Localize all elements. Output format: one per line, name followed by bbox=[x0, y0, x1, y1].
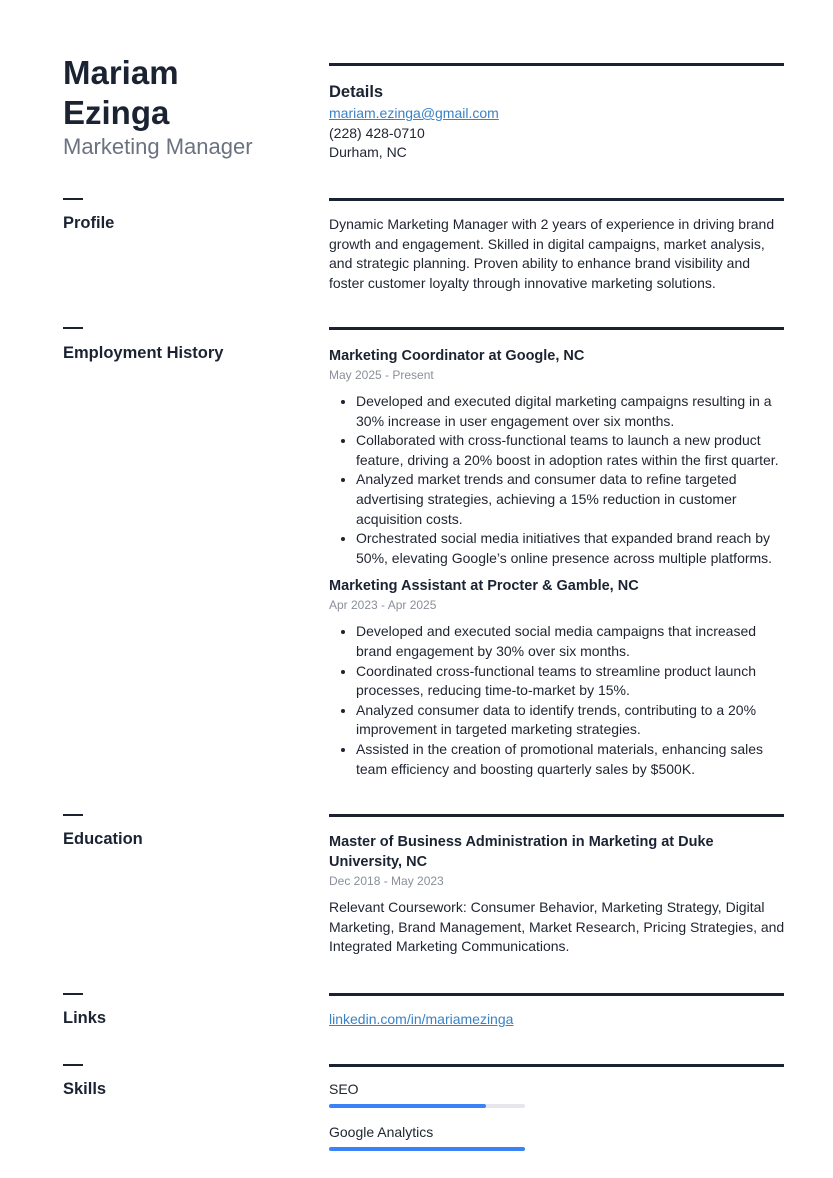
job-entry bbox=[329, 576, 787, 779]
details-heading: Details bbox=[329, 83, 384, 101]
phone: (228) 428-0710 bbox=[329, 124, 425, 141]
bullet-item: • Orchestrated social media initiatives that expanded brand reach by 50%, elevating Google’s online presence across multiple platforms. bbox=[356, 529, 787, 568]
education-dash bbox=[63, 814, 83, 816]
details-section bbox=[329, 82, 787, 163]
skills-heading: Skills bbox=[63, 1080, 107, 1098]
employment-divider bbox=[329, 327, 784, 330]
job-bullets bbox=[329, 392, 787, 568]
skill-item bbox=[329, 1079, 787, 1108]
skills-divider bbox=[329, 1064, 784, 1067]
profile-text: Dynamic Marketing Manager with 2 years of experience in driving brand growth and engagement. Skilled in digital campaigns, market analysis, and strategic planning. Proven ability to enhance brand visibility and foster customer loyalty through innovative marketing solutions. bbox=[329, 216, 775, 291]
degree-title: Master of Business Administration in Marketing at Duke University, NC bbox=[329, 834, 714, 870]
profile-dash bbox=[63, 198, 83, 200]
job-entry-dates: Apr 2023 - Apr 2025 bbox=[329, 598, 437, 613]
bullet-item: • Developed and executed social media campaigns that increased brand engagement by 30% over six months. bbox=[356, 622, 787, 661]
job-entry-title: Marketing Coordinator at Google, NC bbox=[329, 348, 585, 364]
email-link[interactable]: mariam.ezinga@gmail.com bbox=[329, 105, 499, 121]
skill-name: Google Analytics bbox=[329, 1124, 434, 1140]
education-section bbox=[329, 832, 787, 957]
skill-level-bar bbox=[329, 1147, 525, 1151]
bullet-item: • Collaborated with cross-functional teams to launch a new product feature, driving a 20% boost in adoption rates within the first quarter. bbox=[356, 431, 787, 470]
links-dash bbox=[63, 993, 83, 995]
skill-level-fill bbox=[329, 1104, 486, 1108]
skill-item bbox=[329, 1122, 787, 1151]
last-name: Ezinga bbox=[63, 94, 170, 131]
bullet-item: • Developed and executed digital marketing campaigns resulting in a 30% increase in user engagement over six months. bbox=[356, 392, 787, 431]
job-entry-title: Marketing Assistant at Procter & Gamble, NC bbox=[329, 578, 639, 595]
job-title: Marketing Manager bbox=[63, 134, 253, 159]
candidate-name bbox=[63, 53, 303, 133]
skills-dash bbox=[63, 1064, 83, 1066]
links-divider bbox=[329, 993, 784, 996]
employment-section bbox=[329, 346, 787, 779]
education-description: Relevant Coursework: Consumer Behavior, Marketing Strategy, Digital Marketing, Brand Management, Market Research, Pricing Strategies, and Integrated Marketing Communications. bbox=[329, 899, 785, 955]
details-divider bbox=[329, 63, 784, 66]
skill-level-fill bbox=[329, 1147, 525, 1151]
bullet-item: • Analyzed consumer data to identify trends, contributing to a 20% improvement in targeted marketing strategies. bbox=[356, 701, 787, 740]
job-bullets bbox=[329, 622, 787, 779]
employment-dash bbox=[63, 327, 83, 329]
bullet-item: • Assisted in the creation of promotional materials, enhancing sales team efficiency and boosting quarterly sales by $500K. bbox=[356, 740, 787, 779]
education-divider bbox=[329, 814, 784, 817]
first-name: Mariam bbox=[63, 54, 179, 91]
education-heading: Education bbox=[63, 830, 143, 848]
profile-divider bbox=[329, 198, 784, 201]
links-section bbox=[329, 1010, 787, 1030]
job-entry bbox=[329, 346, 787, 568]
skill-level-bar bbox=[329, 1104, 525, 1108]
job-entry-dates: May 2025 - Present bbox=[329, 368, 434, 382]
links-heading: Links bbox=[63, 1009, 107, 1027]
profile-heading: Profile bbox=[63, 214, 115, 232]
location: Durham, NC bbox=[329, 144, 407, 161]
bullet-item: • Analyzed market trends and consumer data to refine targeted advertising strategies, achieving a 15% reduction in customer acquisition costs. bbox=[356, 470, 787, 529]
skills-section bbox=[329, 1079, 787, 1151]
linkedin-link[interactable]: linkedin.com/in/mariamezinga bbox=[329, 1011, 514, 1027]
employment-heading: Employment History bbox=[63, 344, 224, 362]
bullet-item: • Coordinated cross-functional teams to streamline product launch processes, reducing time-to-market by 15%. bbox=[356, 662, 787, 701]
skill-name: SEO bbox=[329, 1081, 359, 1097]
education-dates: Dec 2018 - May 2023 bbox=[329, 874, 444, 888]
